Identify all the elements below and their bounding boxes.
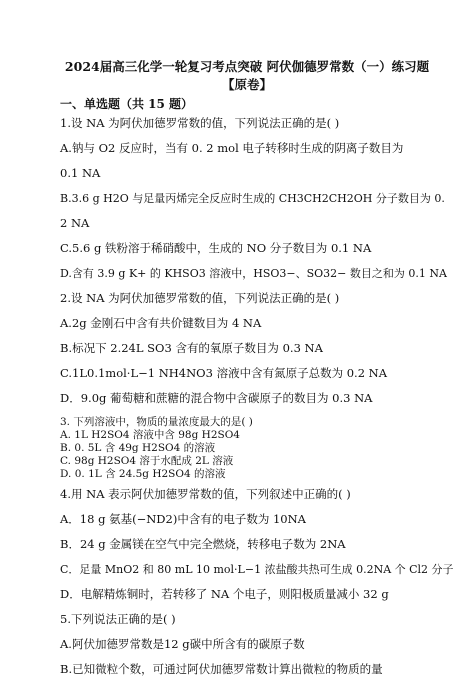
section-heading: 一、单选题（共 15 题） bbox=[60, 97, 194, 111]
title-line-2: 【原卷】 bbox=[221, 77, 272, 92]
title-line-1: 2024届高三化学一轮复习考点突破 阿伏伽德罗常数（一）练习题 bbox=[64, 59, 430, 74]
q2-option-d: D．9.0g 葡萄糖和蔗糖的混合物中含碳原子的数目为 0.3 NA bbox=[60, 391, 373, 405]
q5-option-a: A.阿伏加德罗常数是12 g碳中所含有的碳原子数 bbox=[60, 637, 305, 651]
question-5: 5.下列说法正确的是( ) bbox=[60, 612, 176, 626]
q1-option-a-cont: 0.1 NA bbox=[60, 166, 101, 180]
q4-option-c: C．足量 MnO2 和 80 mL 10 mol·L−1 浓盐酸共热可生成 0.2NA 个 Cl2 分子 bbox=[60, 563, 454, 576]
document-title bbox=[60, 58, 434, 94]
q3-option-d: D. 0. 1L 含 24.5g H2SO4 的溶液 bbox=[60, 468, 226, 480]
question-4: 4.用 NA 表示阿伏加德罗常数的值，下列叙述中正确的( ) bbox=[60, 487, 351, 501]
q3-option-c: C. 98g H2SO4 溶于水配成 2L 溶液 bbox=[60, 455, 234, 467]
q5-option-b: B.已知微粒个数，可通过阿伏加德罗常数计算出微粒的物质的量 bbox=[60, 662, 383, 676]
q1-option-a: A.钠与 O2 反应时，当有 0. 2 mol 电子转移时生成的阴离子数目为 bbox=[60, 141, 404, 155]
q2-option-a: A.2g 金刚石中含有共价键数目为 4 NA bbox=[60, 316, 262, 330]
q1-option-c: C.5.6 g 铁粉溶于稀硝酸中，生成的 NO 分子数目为 0.1 NA bbox=[60, 241, 372, 255]
q4-option-a: A．18 g 氨基(−ND2)中含有的电子数为 10NA bbox=[60, 512, 306, 526]
q3-option-b: B. 0. 5L 含 49g H2SO4 的溶液 bbox=[60, 442, 216, 454]
q1-option-d: D.含有 3.9 g K+ 的 KHSO3 溶液中，HSO3−、SO32− 数目之和为 0.1 NA bbox=[60, 267, 447, 280]
q1-option-b-cont: 2 NA bbox=[60, 216, 90, 230]
q2-option-c: C.1L0.1mol·L−1 NH4NO3 溶液中含有氮原子总数为 0.2 NA bbox=[60, 366, 388, 380]
q3-option-a: A. 1L H2SO4 溶液中含 98g H2SO4 bbox=[60, 429, 240, 441]
q4-option-d: D．电解精炼铜时，若转移了 NA 个电子，则阳极质量减小 32 g bbox=[60, 587, 389, 601]
question-3: 3. 下列溶液中，物质的量浓度最大的是( ) bbox=[60, 416, 253, 428]
q1-option-b: B.3.6 g H2O 与足量丙烯完全反应时生成的 CH3CH2CH2OH 分子数目为 0. bbox=[60, 192, 445, 205]
q4-option-b: B．24 g 金属镁在空气中完全燃烧，转移电子数为 2NA bbox=[60, 537, 346, 551]
q2-option-b: B.标况下 2.24L SO3 含有的氧原子数目为 0.3 NA bbox=[60, 341, 323, 355]
question-2: 2.设 NA 为阿伏加德罗常数的值，下列说法正确的是( ) bbox=[60, 291, 340, 305]
question-1: 1.设 NA 为阿伏加德罗常数的值，下列说法正确的是( ) bbox=[60, 116, 340, 130]
